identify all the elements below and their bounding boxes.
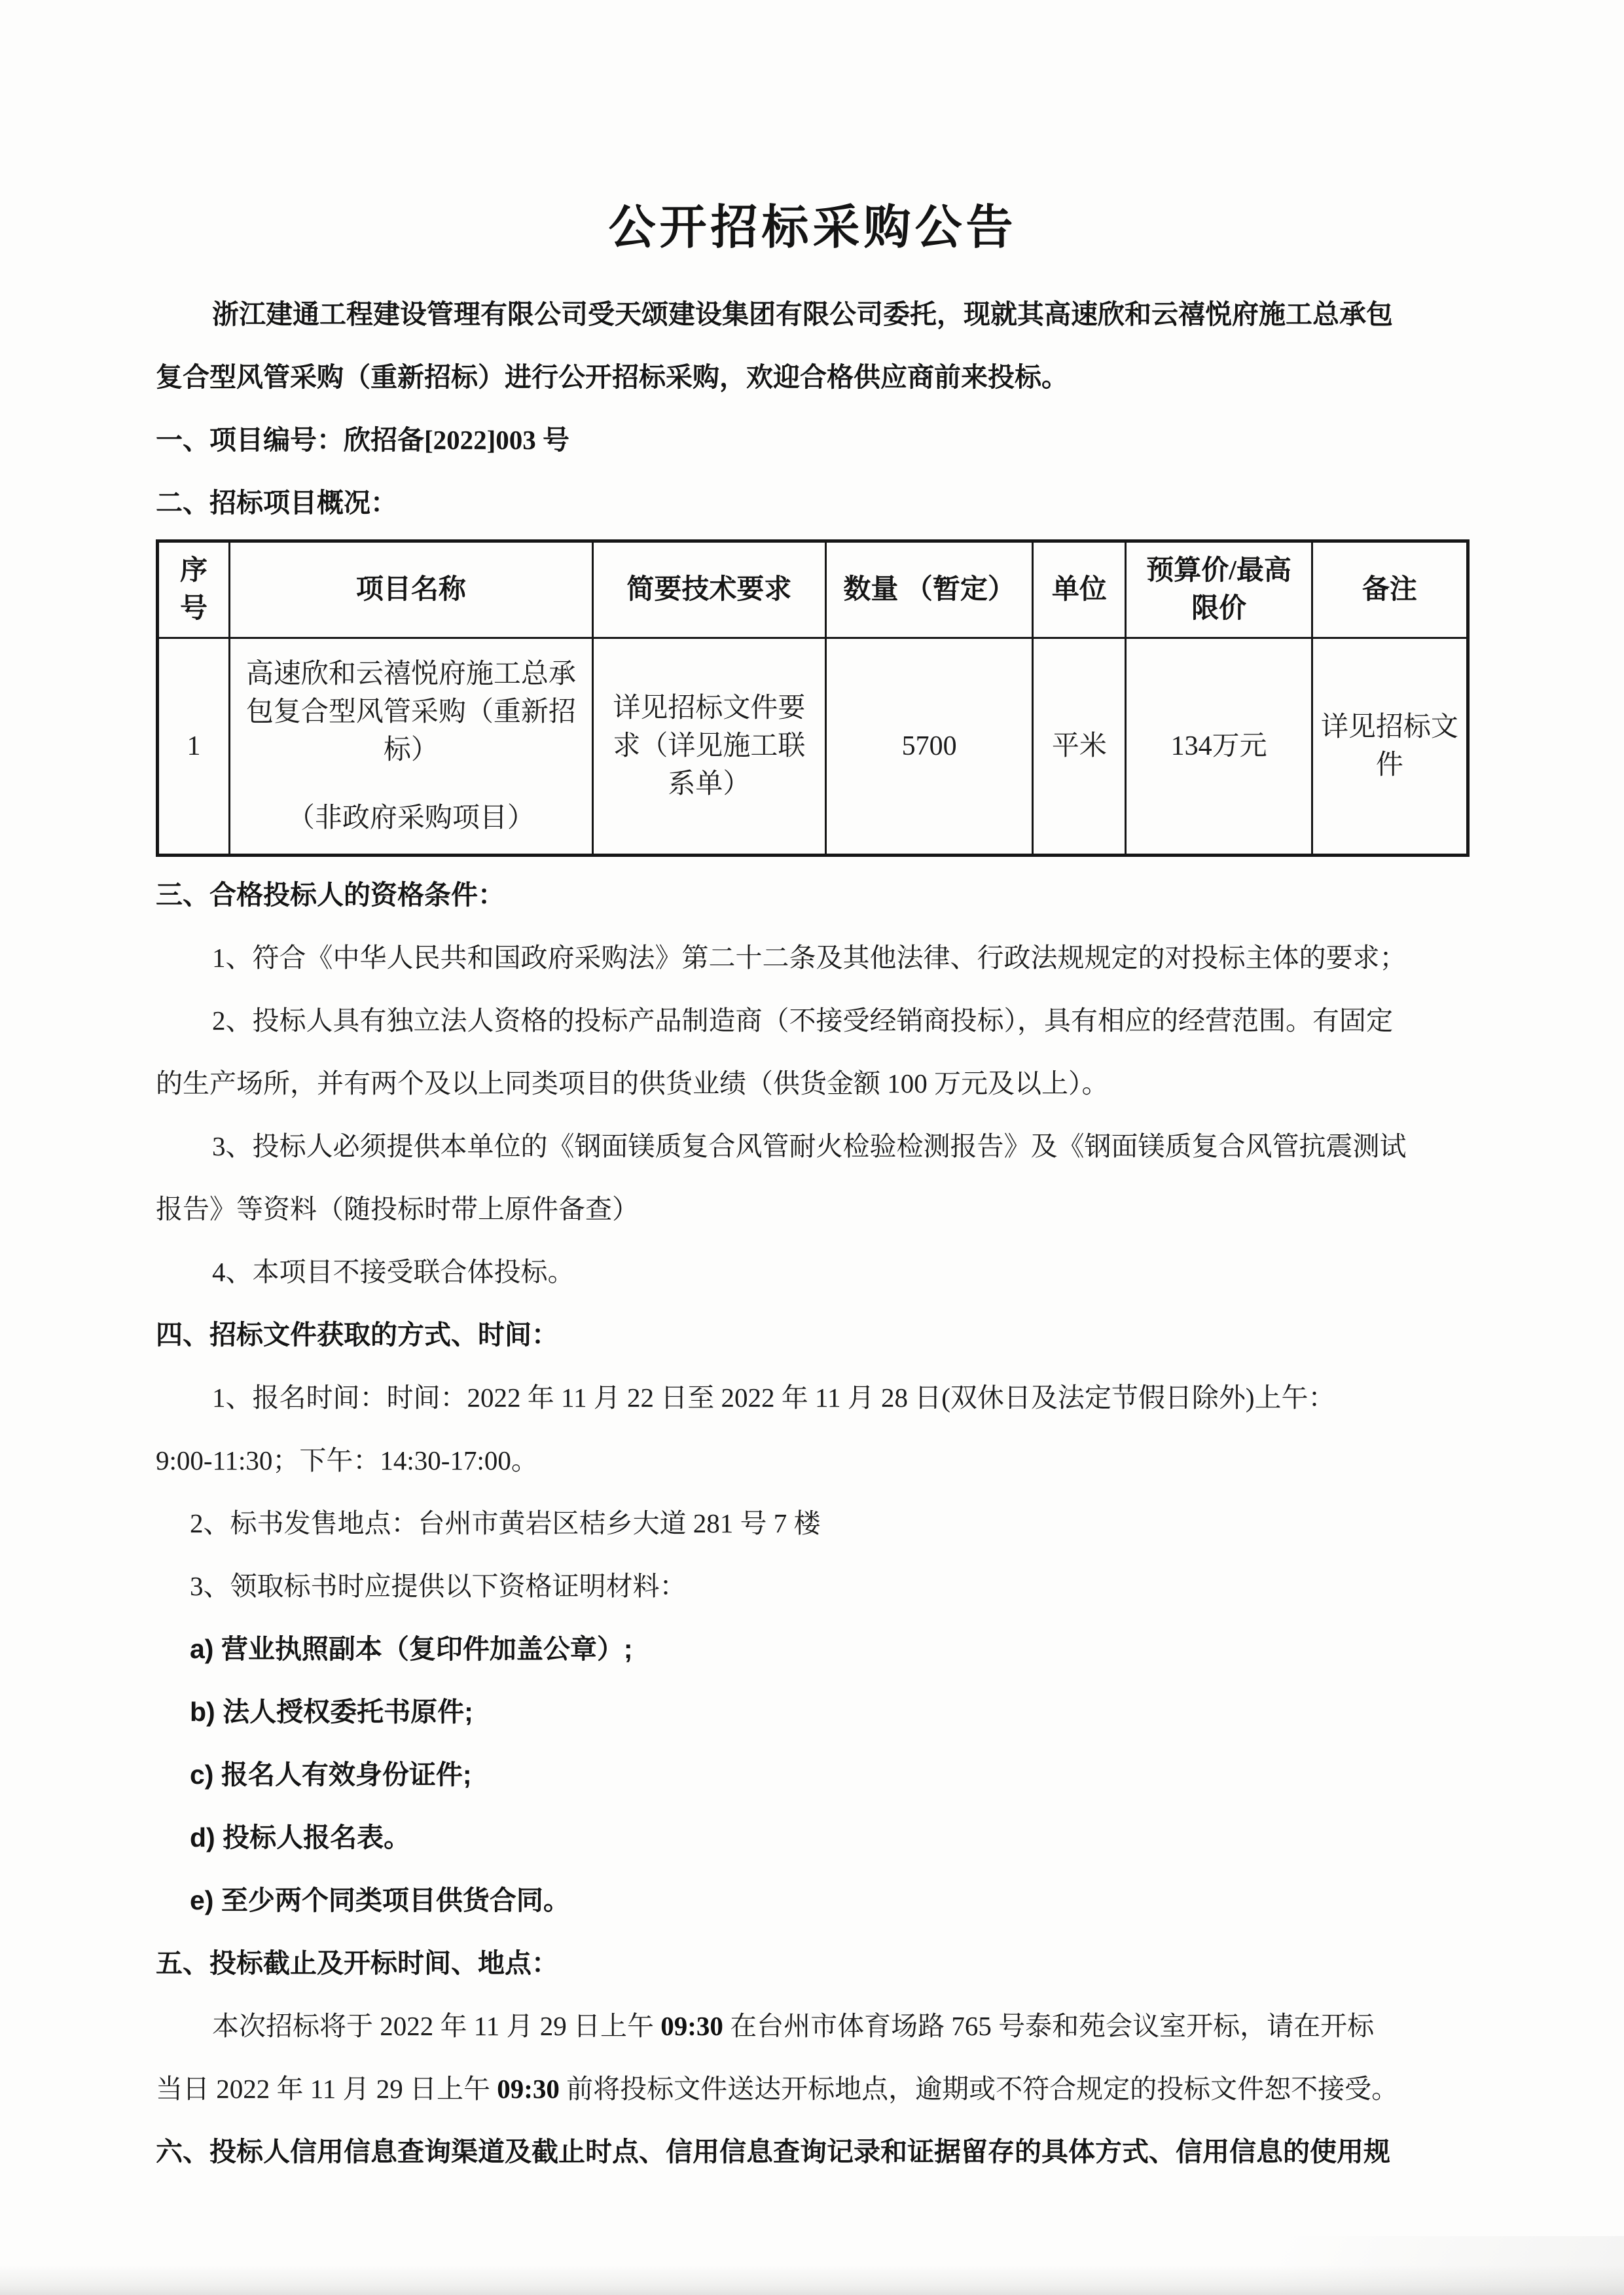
cell-tech-requirement: 详见招标文件要求（详见施工联系单） [592,638,825,856]
doc-line [156,926,1470,989]
cell-seq: 1 [158,638,230,856]
text-segment: b) 法人授权委托书原件; [190,1697,473,1727]
text-segment: 3、领取标书时应提供以下资格证明材料： [190,1571,687,1601]
scan-shadow [0,2265,1624,2295]
text-segment: 2、投标人具有独立法人资格的投标产品制造商（不接受经销商投标），具有相应的经营范围。有固定 [212,1005,1393,1036]
text-segment: 三、合格投标人的资格条件： [156,880,505,910]
text-segment: 1、报名时间：时间：2022 年 11 月 22 日至 2022 年 11 月 28 日(双休日及法定节假日除外)上午： [212,1382,1335,1413]
cell-note: 详见招标文件 [1312,638,1468,856]
section-heading-3 [156,863,1470,926]
cell-project-name [230,638,593,856]
doc-line [156,1115,1470,1178]
text-segment: 复合型风管采购（重新招标）进行公开招标采购，欢迎合格供应商前来投标。 [156,362,1068,392]
text-segment: 4、本项目不接受联合体投标。 [212,1257,575,1287]
text-segment: 报告》等资料（随投标时带上原件备查） [156,1194,639,1224]
doc-line [156,1052,1470,1115]
text-segment: 四、招标文件获取的方式、时间： [156,1320,558,1350]
col-header-seq: 序号 [158,541,230,638]
doc-line [156,1240,1470,1303]
col-header-qty: 数量 （暂定） [826,541,1033,638]
document-content [156,189,1470,2183]
doc-line [156,283,1470,346]
text-segment: a) 营业执照副本（复印件加盖公章）; [190,1634,633,1664]
table-header-row [158,541,1468,638]
col-header-name: 项目名称 [230,541,593,638]
document-title: 公开招标采购公告 [608,202,1017,254]
text-segment: 二、招标项目概况： [156,488,397,518]
doc-line [156,1617,1470,1680]
project-name-main: 高速欣和云禧悦府施工总承包复合型风管采购（重新招标） [245,659,576,765]
project-name-note: （非政府采购项目） [287,803,535,833]
doc-line [156,1492,1470,1555]
table-row [158,638,1468,856]
text-segment: c) 报名人有效身份证件; [190,1760,472,1790]
section-heading-2 [156,471,1470,534]
emphasized-text-segment: 09:30 [497,2074,560,2104]
text-segment: 五、投标截止及开标时间、地点： [156,1948,558,1978]
section-heading-5 [156,1932,1470,1995]
col-header-tech: 简要技术要求 [592,541,825,638]
doc-line [156,1869,1470,1932]
text-segment: 浙江建通工程建设管理有限公司受天颂建设集团有限公司委托，现就其高速欣和云禧悦府施工总承包 [212,299,1393,329]
doc-line [156,1995,1470,2057]
doc-line [156,346,1470,408]
section-heading-1 [156,408,1470,471]
section-heading-4 [156,1303,1470,1366]
text-segment: 当日 2022 年 11 月 29 日上午 [156,2074,497,2104]
doc-line [156,1743,1470,1806]
doc-line [156,1680,1470,1743]
col-header-note: 备注 [1312,541,1468,638]
text-segment: 前将投标文件送达开标地点，逾期或不符合规定的投标文件恕不接受。 [559,2074,1399,2104]
text-segment: d) 投标人报名表。 [190,1822,411,1852]
intro-paragraphs [156,283,1470,534]
text-segment: 1、符合《中华人民共和国政府采购法》第二十二条及其他法律、行政法规规定的对投标主体的要求； [212,943,1407,973]
cell-quantity: 5700 [826,638,1033,856]
doc-line [156,2057,1470,2120]
text-segment: 本次招标将于 2022 年 11 月 29 日上午 [212,2011,661,2041]
doc-line [156,1806,1470,1869]
doc-line [156,1178,1470,1240]
project-overview-table [156,539,1470,857]
body-paragraphs [156,863,1470,2183]
text-segment: 六、投标人信用信息查询渠道及截止时点、信用信息查询记录和证据留存的具体方式、信用信息的使用规 [156,2137,1390,2167]
text-segment: 的生产场所，并有两个及以上同类项目的供货业绩（供货金额 100 万元及以上）。 [156,1068,1109,1098]
cell-unit: 平米 [1033,638,1126,856]
text-segment: 9:00-11:30；下午：14:30-17:00。 [156,1445,538,1475]
doc-line [156,1429,1470,1492]
scan-shadow-corner [1035,2236,1624,2295]
text-segment: e) 至少两个同类项目供货合同。 [190,1885,570,1915]
text-segment: 2、标书发售地点：台州市黄岩区桔乡大道 281 号 7 楼 [190,1508,821,1538]
doc-line [156,1366,1470,1429]
doc-line [156,989,1470,1052]
text-segment: 在台州市体育场路 765 号泰和苑会议室开标，请在开标 [723,2011,1375,2041]
section-heading-6 [156,2120,1470,2183]
doc-line [156,1555,1470,1617]
text-segment: 3、投标人必须提供本单位的《钢面镁质复合风管耐火检验检测报告》及《钢面镁质复合风管抗震测试 [212,1131,1407,1161]
text-segment: 一、项目编号：欣招备[2022]003 号 [156,425,570,455]
col-header-unit: 单位 [1033,541,1126,638]
cell-budget: 134万元 [1126,638,1312,856]
emphasized-text-segment: 09:30 [660,2011,723,2041]
col-header-budget: 预算价/最高限价 [1126,541,1312,638]
